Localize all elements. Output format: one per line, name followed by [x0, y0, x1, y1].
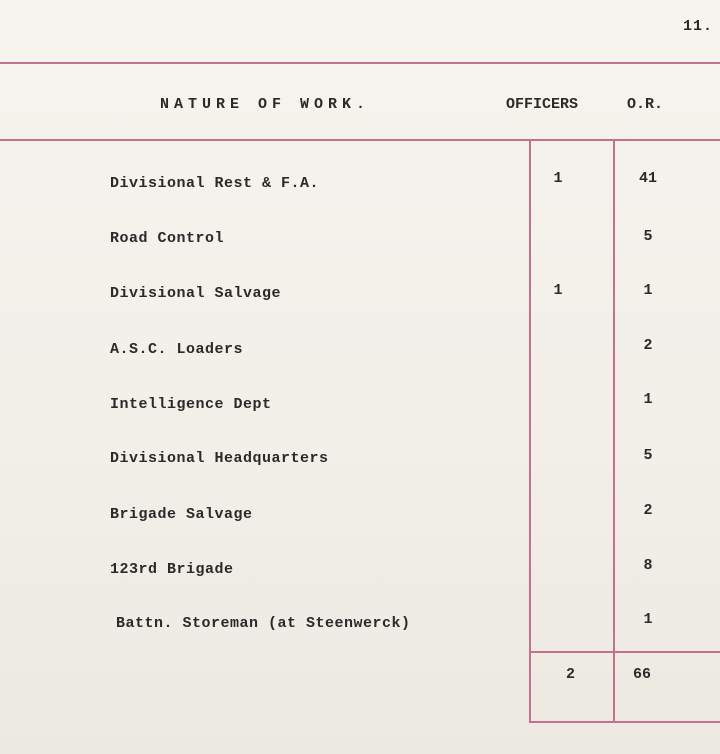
officers-column-right-rule — [613, 139, 615, 723]
officers-cell: 1 — [553, 170, 563, 187]
nature-of-work-header: NATURE OF WORK. — [160, 96, 371, 113]
header-rule — [0, 139, 720, 141]
or-header: O.R. — [627, 96, 664, 113]
or-cell: 1 — [643, 611, 653, 628]
total-top-rule — [529, 651, 720, 653]
or-cell: 1 — [643, 282, 653, 299]
or-cell: 8 — [643, 557, 653, 574]
officers-total: 2 — [566, 666, 576, 683]
work-label: 123rd Brigade — [110, 561, 234, 578]
work-label: A.S.C. Loaders — [110, 341, 244, 358]
work-label: Brigade Salvage — [110, 506, 253, 523]
work-label: Road Control — [110, 230, 225, 247]
top-rule — [0, 62, 720, 64]
work-label: Intelligence Dept — [110, 396, 272, 413]
or-cell: 1 — [643, 391, 653, 408]
page-number: 11. — [683, 18, 714, 35]
officers-header: OFFICERS — [506, 96, 579, 113]
work-label: Divisional Salvage — [110, 285, 282, 302]
or-cell: 2 — [643, 337, 653, 354]
work-label: Divisional Headquarters — [110, 450, 329, 467]
or-cell: 5 — [643, 228, 653, 245]
or-cell: 2 — [643, 502, 653, 519]
or-cell: 41 — [638, 170, 657, 187]
or-total: 66 — [633, 666, 652, 683]
work-label: Divisional Rest & F.A. — [110, 175, 320, 192]
officers-column-left-rule — [529, 139, 531, 723]
work-label: Battn. Storeman (at Steenwerck) — [116, 615, 411, 632]
total-bottom-rule — [529, 721, 720, 723]
officers-cell: 1 — [553, 282, 563, 299]
or-cell: 5 — [643, 447, 653, 464]
